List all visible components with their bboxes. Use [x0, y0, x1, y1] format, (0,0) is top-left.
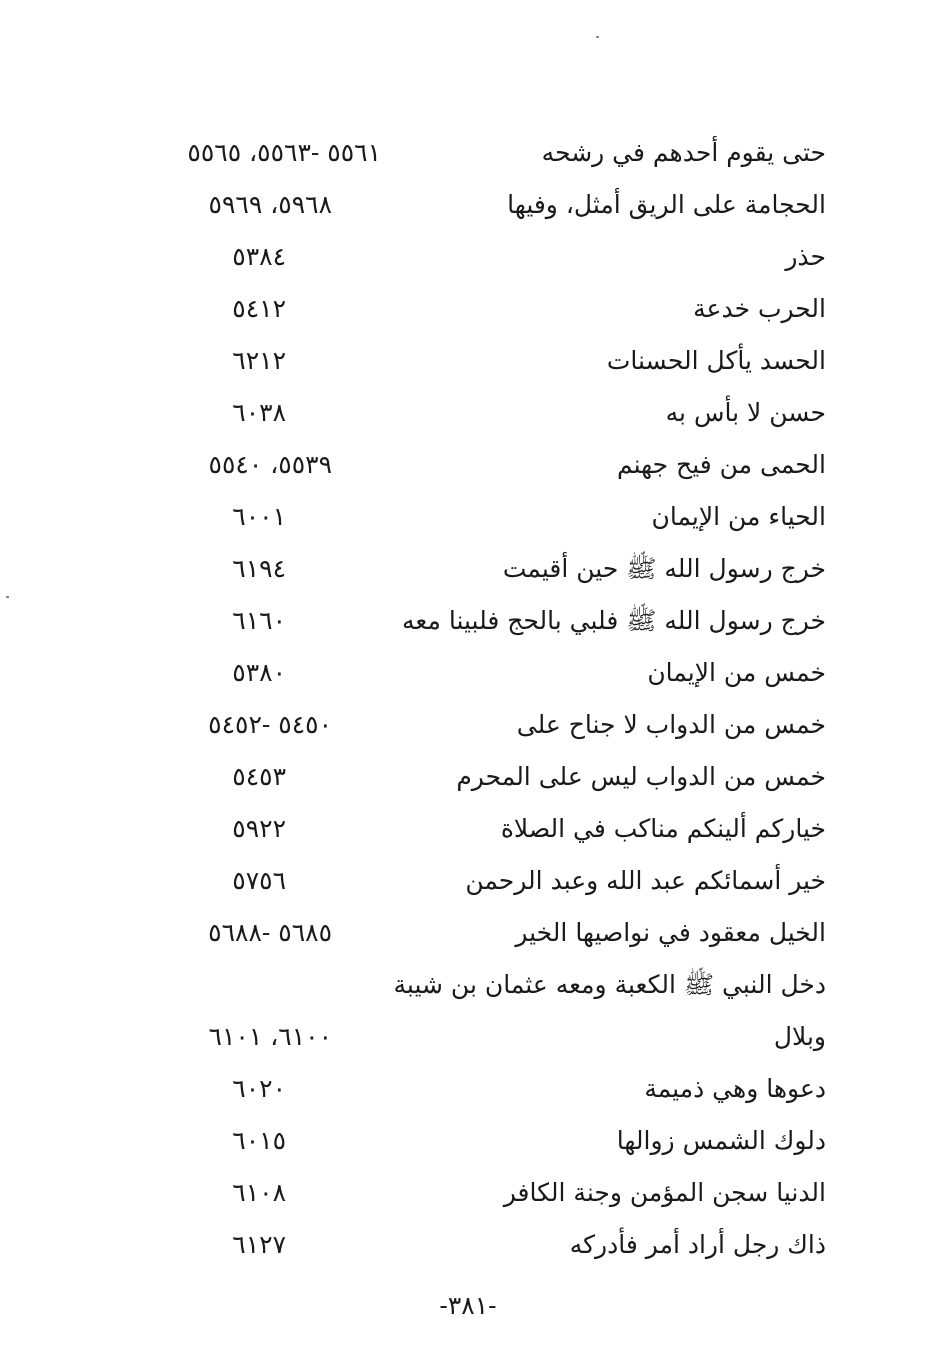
- index-entry: [0, 803, 936, 855]
- entry-phrase: خرج رسول الله ﷺ حين أقيمت: [502, 554, 826, 583]
- page-number: -٣٨١-: [439, 1291, 497, 1320]
- index-entry: [0, 439, 936, 491]
- index-entry: [0, 127, 936, 179]
- index-entry: [0, 491, 936, 543]
- index-entry: [0, 595, 936, 647]
- entry-refs: ٥٦٨٥ -٥٦٨٨: [208, 918, 332, 947]
- entry-phrase: خياركم ألينكم مناكب في الصلاة: [500, 814, 826, 843]
- entry-phrase: الدنيا سجن المؤمن وجنة الكافر: [503, 1178, 826, 1207]
- entry-refs: ٥٧٥٦: [232, 866, 286, 895]
- entry-refs: ٦٠٢٠: [232, 1074, 286, 1103]
- index-entry: [0, 1167, 936, 1219]
- entry-phrase: دخل النبي ﷺ الكعبة ومعه عثمان بن شيبة: [393, 970, 826, 999]
- entry-phrase: حتى يقوم أحدهم في رشحه: [541, 138, 826, 167]
- entry-phrase: حذر: [785, 242, 826, 271]
- entry-phrase: خير أسمائكم عبد الله وعبد الرحمن: [465, 866, 826, 895]
- entry-refs: ٥٥٣٩، ٥٥٤٠: [208, 450, 332, 479]
- entry-phrase: الحرب خدعة: [693, 294, 826, 323]
- index-entry: [0, 1011, 936, 1063]
- entry-refs: ٥٤٥٣: [232, 762, 286, 791]
- entry-refs: ٦٢١٢: [232, 346, 286, 375]
- index-entry: [0, 335, 936, 387]
- index-entry: [0, 751, 936, 803]
- entry-refs: ٦١٢٧: [232, 1230, 286, 1259]
- entry-phrase: حسن لا بأس به: [665, 398, 826, 427]
- entry-refs: ٦٠١٥: [232, 1126, 286, 1155]
- entry-phrase: الحياء من الإيمان: [651, 502, 826, 531]
- index-entry: [0, 387, 936, 439]
- entry-refs: ٥٤٥٠ -٥٤٥٢: [208, 710, 332, 739]
- entry-refs: ٥٣٨٠: [232, 658, 286, 687]
- index-entry: [0, 1219, 936, 1271]
- entry-phrase: ذاك رجل أراد أمر فأدركه: [569, 1230, 826, 1259]
- index-entry: [0, 1063, 936, 1115]
- index-entry: [0, 907, 936, 959]
- entry-phrase: الحجامة على الريق أمثل، وفيها: [507, 190, 826, 219]
- entry-refs: ٦١٩٤: [232, 554, 286, 583]
- entry-phrase: خمس من الدواب ليس على المحرم: [456, 762, 826, 791]
- index-entry: [0, 231, 936, 283]
- entry-phrase: خمس من الدواب لا جناح على: [516, 710, 826, 739]
- scan-speck: [596, 36, 599, 38]
- index-entry: [0, 647, 936, 699]
- index-entry: [0, 179, 936, 231]
- index-entry: [0, 1115, 936, 1167]
- entry-refs: ٦١٠٠، ٦١٠١: [208, 1022, 332, 1051]
- entry-phrase: الخيل معقود في نواصيها الخير: [515, 918, 826, 947]
- index-entry: [0, 959, 936, 1011]
- entry-refs: ٦٠٣٨: [232, 398, 286, 427]
- entry-refs: ٦٠٠١: [232, 502, 286, 531]
- entry-phrase: الحسد يأكل الحسنات: [606, 346, 826, 375]
- entry-phrase: خمس من الإيمان: [647, 658, 826, 687]
- index-entry: [0, 699, 936, 751]
- entry-refs: ٥٥٦١ -٥٥٦٣، ٥٥٦٥: [187, 138, 381, 167]
- entry-phrase: خرج رسول الله ﷺ فلبي بالحج فلبينا معه: [402, 606, 826, 635]
- entry-refs: ٦١٦٠: [232, 606, 286, 635]
- index-entry: [0, 283, 936, 335]
- entry-phrase: دلوك الشمس زوالها: [616, 1126, 826, 1155]
- entry-refs: ٥٩٢٢: [232, 814, 286, 843]
- entry-refs: ٥٤١٢: [232, 294, 286, 323]
- entry-phrase: الحمى من فيح جهنم: [616, 450, 826, 479]
- entry-phrase: وبلال: [773, 1022, 826, 1051]
- entry-refs: ٥٩٦٨، ٥٩٦٩: [208, 190, 332, 219]
- index-entry: [0, 855, 936, 907]
- entry-phrase: دعوها وهي ذميمة: [644, 1074, 826, 1103]
- entry-refs: ٥٣٨٤: [232, 242, 286, 271]
- entry-refs: ٦١٠٨: [232, 1178, 286, 1207]
- index-entry: [0, 543, 936, 595]
